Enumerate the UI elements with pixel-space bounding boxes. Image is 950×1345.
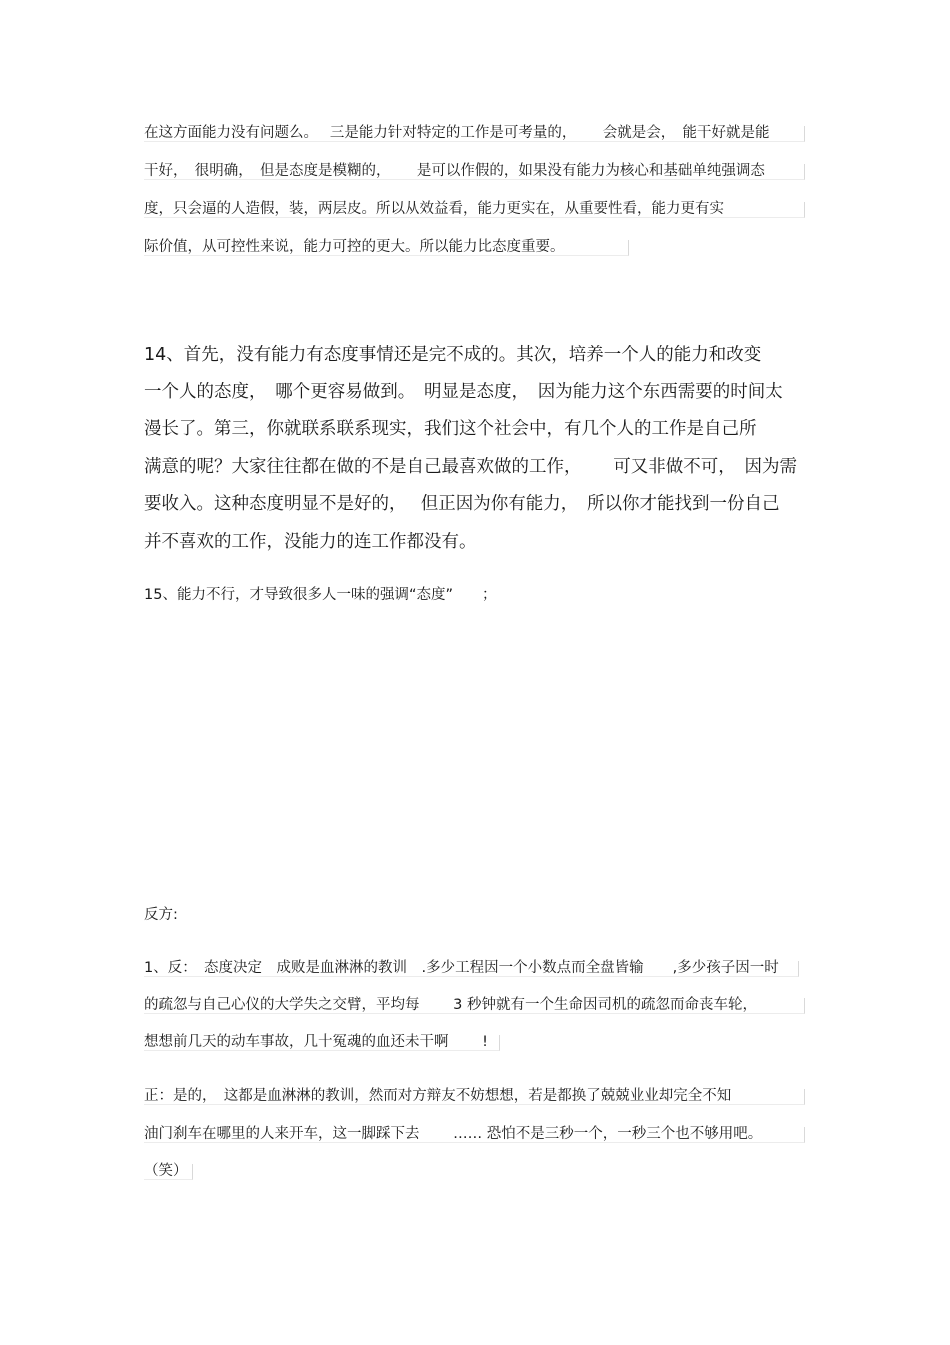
p13-line-3: 度，只会逼的人造假，装，两层皮。所以从效益看，能力更实在，从重要性看，能力更有实 [144, 202, 805, 218]
rebuttal-1-line-2: 的疏忽与自己心仪的大学失之交臂，平均每 3 秒钟就有一个生命因司机的疏忽而命丧车轮， [144, 998, 805, 1014]
rebuttal-1-line-3: 想想前几天的动车事故，几十冤魂的血还未干啊 ! [144, 1035, 500, 1051]
p14-line-3: 漫长了。第三，你就联系联系现实，我们这个社会中，有几个人的工作是自己所 [144, 419, 757, 439]
reply-1-line-3: （笑） [144, 1164, 193, 1180]
reply-1-line-2: 油门刹车在哪里的人来开车，这一脚踩下去 …… 恐怕不是三秒一个，一秒三个也不够用吧。 [144, 1127, 805, 1143]
paragraph-15: 15、能力不行，才导致很多人一味的强调“态度” ； [144, 587, 497, 603]
p13-line-2: 干好， 很明确， 但是态度是模糊的， 是可以作假的，如果没有能力为核心和基础单纯强调态 [144, 164, 805, 180]
section-heading-opposition: 反方: [144, 907, 178, 923]
reply-1-line-1: 正：是的， 这都是血淋淋的教训，然而对方辩友不妨想想，若是都换了兢兢业业却完全不知 [144, 1089, 805, 1105]
p13-line-1: 在这方面能力没有问题么。 三是能力针对特定的工作是可考量的， 会就是会， 能干好就是能 [144, 126, 805, 142]
p14-line-6: 并不喜欢的工作，没能力的连工作都没有。 [144, 532, 477, 552]
rebuttal-1-line-1: 1、反： 态度决定 成败是血淋淋的教训 .多少工程因一个小数点而全盘皆输 ,多少孩子因一时 [144, 961, 799, 977]
p14-line-5: 要收入。这种态度明显不是好的， 但正因为你有能力， 所以你才能找到一份自己 [144, 494, 780, 514]
p14-line-2: 一个人的态度， 哪个更容易做到。 明显是态度， 因为能力这个东西需要的时间太 [144, 382, 783, 402]
p14-line-4: 满意的呢？大家往往都在做的不是自己最喜欢做的工作， 可又非做不可， 因为需 [144, 457, 798, 477]
p13-line-4: 际价值，从可控性来说，能力可控的更大。所以能力比态度重要。 [144, 240, 629, 256]
p14-line-1: 14、首先，没有能力有态度事情还是完不成的。其次，培养一个人的能力和改变 [144, 345, 762, 365]
